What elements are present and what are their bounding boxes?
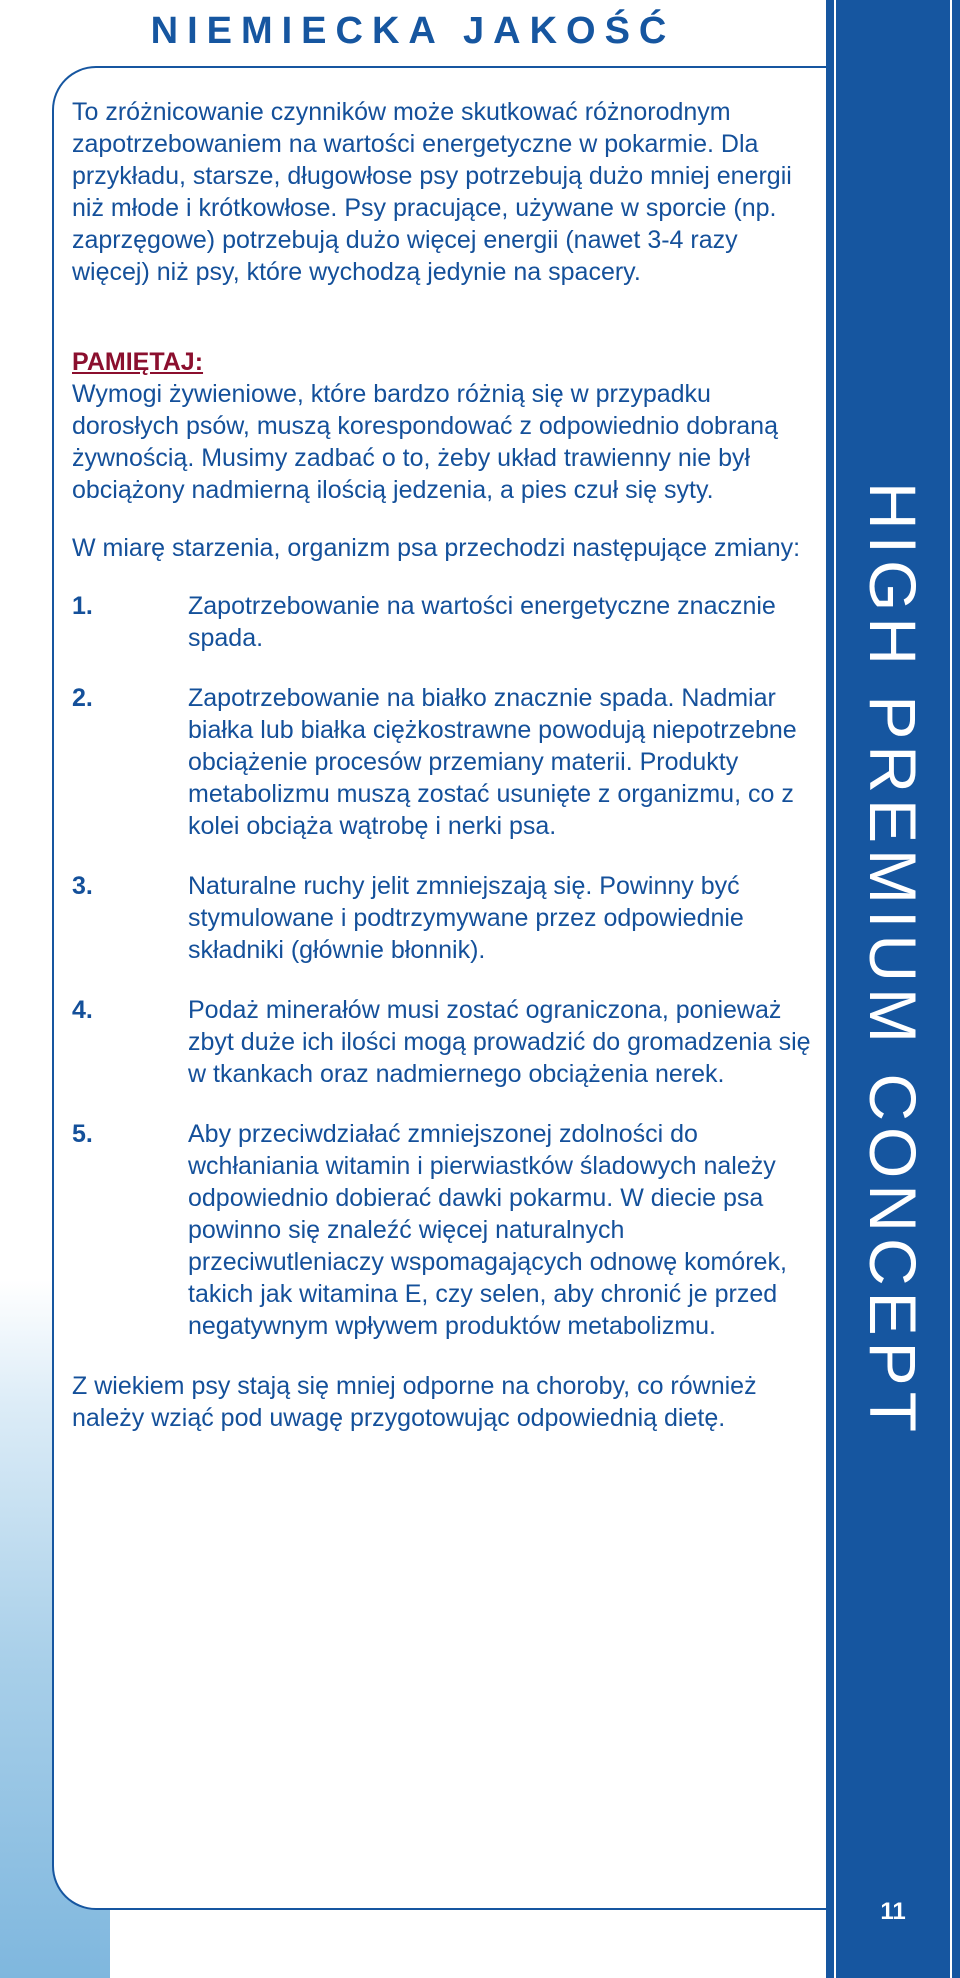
changes-list [72, 590, 820, 1342]
list-item [72, 870, 820, 966]
list-item-text: Zapotrzebowanie na wartości energetyczne znacznie spada. [188, 592, 776, 652]
list-item [72, 1118, 820, 1342]
remember-paragraph: Wymogi żywieniowe, które bardzo różnią się w przypadku dorosłych psów, muszą korespondować z odpowiednio dobraną żywnością. Musimy zadbać o to, żeby układ trawienny nie był obciążony nadmierną ilością jedzenia, a pies czuł się syty. [72, 380, 778, 504]
changes-intro: W miarę starzenia, organizm psa przechodzi następujące zmiany: [72, 534, 801, 562]
list-item-number: 4. [72, 996, 93, 1024]
closing-paragraph: Z wiekiem psy stają się mniej odporne na choroby, co również należy wziąć pod uwagę przygotowując odpowiednią dietę. [72, 1372, 757, 1432]
remember-heading: PAMIĘTAJ: [72, 348, 204, 376]
list-item-number: 2. [72, 684, 93, 712]
list-item-text: Naturalne ruchy jelit zmniejszają się. Powinny być stymulowane i podtrzymywane przez odpowiednie składniki (głównie błonnik). [188, 872, 744, 964]
list-item-number: 5. [72, 1120, 93, 1148]
side-band-text-wrap [826, 70, 960, 1850]
list-item-number: 1. [72, 592, 93, 620]
document-body [72, 96, 820, 1434]
page-title: NIEMIECKA JAKOŚĆ [150, 10, 676, 52]
list-item-text: Zapotrzebowanie na białko znacznie spada. Nadmiar białka lub białka ciężkostrawne powodują niepotrzebne obciążenie procesów przemiany materii. Produkty metabolizmu muszą zostać usunięte z organizmu, co z kolei obciąża wątrobę i nerki psa. [188, 684, 797, 840]
side-band-text: HIGH PREMIUM CONCEPT [856, 481, 930, 1439]
intro-paragraph: To zróżnicowanie czynników może skutkować różnorodnym zapotrzebowaniem na wartości energetyczne w pokarmie. Dla przykładu, starsze, długowłose psy potrzebują dużo mniej energii niż młode i krótkowłose. Psy pracujące, używane w sporcie (np. zaprzęgowe) potrzebują dużo więcej energii (nawet 3-4 razy więcej) niż psy, które wychodzą jedynie na spacery. [72, 98, 792, 286]
list-item-text: Podaż minerałów musi zostać ograniczona, ponieważ zbyt duże ich ilości mogą prowadzić do gromadzenia się w tkankach oraz nadmiernego obciążenia nerek. [188, 996, 811, 1088]
list-item [72, 682, 820, 842]
list-item-text: Aby przeciwdziałać zmniejszonej zdolności do wchłaniania witamin i pierwiastków śladowych należy odpowiednio dobierać dawki pokarmu. W diecie psa powinno się znaleźć więcej naturalnych przeciwutleniaczy wspomagających odnowę komórek, takich jak witamina E, czy selen, aby chronić je przed negatywnym wpływem produktów metabolizmu. [188, 1120, 787, 1340]
list-item-number: 3. [72, 872, 93, 900]
list-item [72, 994, 820, 1090]
list-item [72, 590, 820, 654]
side-band [826, 0, 960, 1978]
page-header [0, 0, 826, 66]
page-number: 11 [880, 1898, 906, 1925]
